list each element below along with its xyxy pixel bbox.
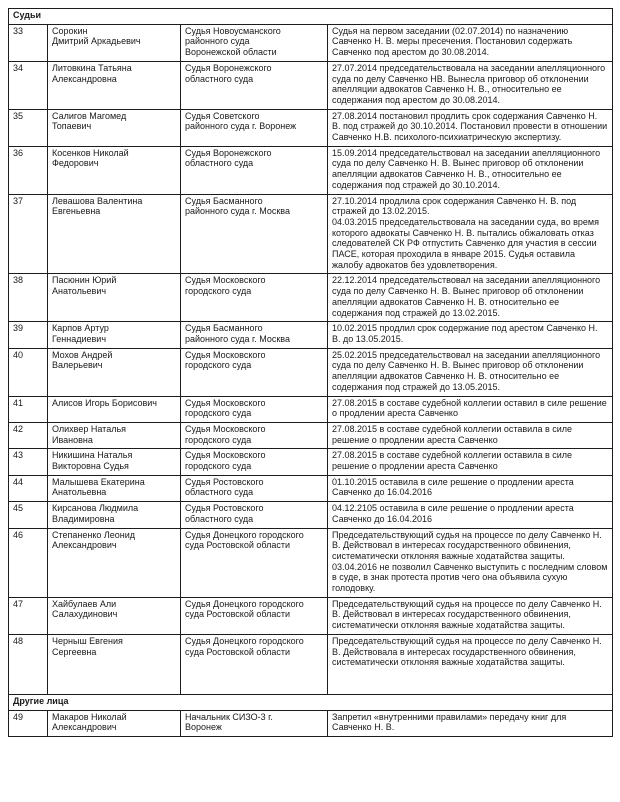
person-number: 40 xyxy=(9,348,48,396)
person-position: Судья Московского городского суда xyxy=(181,348,328,396)
person-number: 35 xyxy=(9,109,48,146)
person-name: Хайбулаев Али Салахудинович xyxy=(48,597,181,634)
person-number: 44 xyxy=(9,475,48,501)
section-header-label: Другие лица xyxy=(9,694,613,710)
person-number: 42 xyxy=(9,422,48,448)
person-number: 33 xyxy=(9,24,48,61)
person-position: Судья Донецкого городского суда Ростовской области xyxy=(181,528,328,597)
person-position: Судья Ростовского областного суда xyxy=(181,475,328,501)
person-description: 27.07.2014 председательствовала на заседании апелляционного суда по делу Савченко НВ. Вынесла приговор об отклонении апелляции адвокатов Савченко Н. В., относительно ее содержания под арестом до 30.08.2014. xyxy=(328,61,613,109)
person-description: Председательствующий судья на процессе по делу Савченко Н. В. Действовал в интересах государственного обвинения, систематически отклоняя важные ходатайства защиты. 03.04.2016 не позволил Савченко выступить с последним словом в суде, в знак протеста против чего она объявила сухую голодовку. xyxy=(328,528,613,597)
person-name: Кирсанова Людмила Владимировна xyxy=(48,502,181,528)
person-name: Левашова Валентина Евгеньевна xyxy=(48,194,181,274)
section-header-row xyxy=(9,694,613,710)
person-name: Мохов Андрей Валерьевич xyxy=(48,348,181,396)
person-row xyxy=(9,274,613,322)
person-name: Сорокин Дмитрий Аркадьевич xyxy=(48,24,181,61)
person-description: 15.09.2014 председательствовал на заседании апелляционного суда по делу Савченко Н. В. Вынес приговор об отклонении апелляции адвокатов Савченко Н. В., относительно ее содержания под стражей до 30.10.2014. xyxy=(328,146,613,194)
person-row xyxy=(9,194,613,274)
person-number: 36 xyxy=(9,146,48,194)
person-position: Судья Советского районного суда г. Воронеж xyxy=(181,109,328,146)
person-row xyxy=(9,710,613,736)
person-row xyxy=(9,109,613,146)
person-row xyxy=(9,475,613,501)
person-name: Пасюнин Юрий Анатольевич xyxy=(48,274,181,322)
person-description: 27.08.2015 в составе судебной коллегии оставил в силе решение о продлении ареста Савченко xyxy=(328,396,613,422)
person-number: 45 xyxy=(9,502,48,528)
person-row xyxy=(9,597,613,634)
person-row xyxy=(9,146,613,194)
person-row xyxy=(9,449,613,475)
person-name: Карпов Артур Геннадиевич xyxy=(48,322,181,348)
section-header-row xyxy=(9,9,613,25)
person-name: Литовкина Татьяна Александровна xyxy=(48,61,181,109)
person-number: 34 xyxy=(9,61,48,109)
person-name: Черныш Евгения Сергеевна xyxy=(48,634,181,694)
person-position: Судья Воронежского областного суда xyxy=(181,61,328,109)
person-description: Судья на первом заседании (02.07.2014) по назначению Савченко Н. В. меры пресечения. Постановил содержать Савченко под арестом до 30.08.2014. xyxy=(328,24,613,61)
person-row xyxy=(9,528,613,597)
person-description: 22.12.2014 председательствовал на заседании апелляционного суда по делу Савченко Н. В. Вынес приговор об отклонении апелляции адвокатов Савченко Н. В. относительно ее содержания под стражей до 13.02.2015. xyxy=(328,274,613,322)
person-number: 46 xyxy=(9,528,48,597)
person-row xyxy=(9,322,613,348)
person-row xyxy=(9,422,613,448)
person-name: Степаненко Леонид Александрович xyxy=(48,528,181,597)
person-name: Салигов Магомед Топаевич xyxy=(48,109,181,146)
person-number: 39 xyxy=(9,322,48,348)
person-name: Олихвер Наталья Ивановна xyxy=(48,422,181,448)
table-body xyxy=(9,9,613,737)
person-position: Судья Басманного районного суда г. Москва xyxy=(181,194,328,274)
person-name: Малышева Екатерина Анатольевна xyxy=(48,475,181,501)
person-number: 47 xyxy=(9,597,48,634)
person-name: Косенков Николай Федорович xyxy=(48,146,181,194)
person-position: Судья Донецкого городского суда Ростовской области xyxy=(181,597,328,634)
person-number: 38 xyxy=(9,274,48,322)
person-row xyxy=(9,61,613,109)
person-position: Судья Воронежского областного суда xyxy=(181,146,328,194)
section-header-label: Судьи xyxy=(9,9,613,25)
person-row xyxy=(9,502,613,528)
person-position: Судья Московского городского суда xyxy=(181,274,328,322)
person-number: 41 xyxy=(9,396,48,422)
person-description: 27.08.2015 в составе судебной коллегии оставила в силе решение о продлении ареста Савченко xyxy=(328,449,613,475)
person-description: 04.12.2105 оставила в силе решение о продлении ареста Савченко до 16.04.2016 xyxy=(328,502,613,528)
person-position: Судья Басманного районного суда г. Москва xyxy=(181,322,328,348)
person-description: Председательствующий судья на процессе по делу Савченко Н. В. Действовала в интересах государственного обвинения, систематически отклоняя важные ходатайства защиты. xyxy=(328,634,613,694)
person-description: 27.10.2014 продлила срок содержания Савченко Н. В. под стражей до 13.02.2015. 04.03.2015 председательствовала на заседании суда, во время которого адвокаты Савченко Н. В. пытались обжаловать отказ следователей СК РФ отпустить Савченко для участия в сессии ПАСЕ, которая проходила в январе 2015. Судья оставила жалобу адвокатов без удовлетворения. xyxy=(328,194,613,274)
person-name: Никишина Наталья Викторовна Судья xyxy=(48,449,181,475)
person-description: 10.02.2015 продлил срок содержание под арестом Савченко Н. В. до 13.05.2015. xyxy=(328,322,613,348)
person-row xyxy=(9,634,613,694)
person-number: 49 xyxy=(9,710,48,736)
person-position: Судья Московского городского суда xyxy=(181,422,328,448)
person-number: 37 xyxy=(9,194,48,274)
person-position: Судья Московского городского суда xyxy=(181,396,328,422)
person-description: Председательствующий судья на процессе по делу Савченко Н. В. Действовал в интересах государственного обвинения, систематически отклоняя важные ходатайства защиты. xyxy=(328,597,613,634)
person-name: Алисов Игорь Борисович xyxy=(48,396,181,422)
person-description: Запретил «внутренними правилами» передачу книг для Савченко Н. В. xyxy=(328,710,613,736)
person-row xyxy=(9,24,613,61)
person-row xyxy=(9,348,613,396)
person-position: Судья Московского городского суда xyxy=(181,449,328,475)
person-description: 27.08.2014 постановил продлить срок содержания Савченко Н. В. под стражей до 30.10.2014. Постановил провести в отношении Савченко Н.В. психолого-психиатрическую экспертизу. xyxy=(328,109,613,146)
person-description: 01.10.2015 оставила в силе решение о продлении ареста Савченко до 16.04.2016 xyxy=(328,475,613,501)
person-number: 48 xyxy=(9,634,48,694)
person-name: Макаров Николай Александрович xyxy=(48,710,181,736)
person-position: Судья Донецкого городского суда Ростовской области xyxy=(181,634,328,694)
person-number: 43 xyxy=(9,449,48,475)
persons-table xyxy=(8,8,613,737)
person-description: 25.02.2015 председательствовал на заседании апелляционного суда по делу Савченко Н. В. Вынес приговор об отклонении апелляции адвокатов Савченко Н. В. относительно ее содержания под стражей до 13.05.2015. xyxy=(328,348,613,396)
person-position: Судья Новоусманского районного суда Воронежской области xyxy=(181,24,328,61)
person-row xyxy=(9,396,613,422)
person-position: Судья Ростовского областного суда xyxy=(181,502,328,528)
person-description: 27.08.2015 в составе судебной коллегии оставила в силе решение о продлении ареста Савченко xyxy=(328,422,613,448)
person-position: Начальник СИЗО-3 г. Воронеж xyxy=(181,710,328,736)
